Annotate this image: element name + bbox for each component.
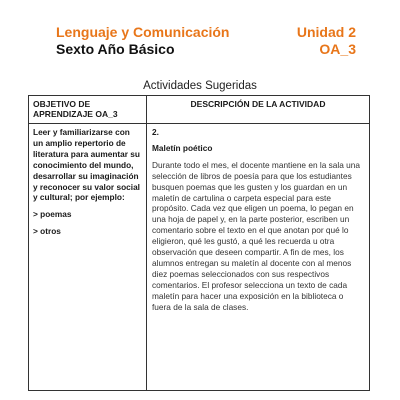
header-row-bottom <box>56 41 356 58</box>
activities-table <box>28 95 370 391</box>
objective-bullet-otros: > otros <box>33 226 61 237</box>
activity-description: Durante todo el mes, el docente mantiene en la sala una selección de libros de poesía para que los estudiantes busquen poemas que les gusten y los guardan en un maletín de cartulina o carpeta especial para este propósito. Cada vez que eligen un poema, lo pegan en una hoja de papel y, en la parte posterior, escriben un comentario sobre el texto en el que anotan por qué lo eligieron, qué les gustó, a qué les recuerda u otra observación que deseen compartir. A fin de mes, los alumnos entregan su maletín al docente con al menos diez poemas seleccionados con sus respectivos comentarios. El profesor selecciona un texto de cada maletín para hacer una exposición en la biblioteca o fuera de la sala de clases. <box>152 159 361 312</box>
header-row-top <box>56 24 356 41</box>
unit-label: Unidad 2 <box>296 24 356 40</box>
oa-label: OA_3 <box>319 41 356 57</box>
objective-bullet-poemas: > poemas <box>33 209 72 220</box>
grade-label: Sexto Año Básico <box>56 41 175 57</box>
table-header-row <box>29 96 369 124</box>
objective-column-header: OBJETIVO DE APRENDIZAJE OA_3 <box>29 96 147 123</box>
activity-number: 2. <box>152 127 159 137</box>
objective-cell <box>29 124 147 391</box>
objective-text: Leer y familiarizarse con un amplio repertorio de literatura para aumentar su conocimiento del mundo, desarrollar su imaginación y reconocer su valor social y cultural; por ejemplo: <box>33 127 140 203</box>
description-column-header: DESCRIPCIÓN DE LA ACTIVIDAD <box>190 99 326 109</box>
section-title: Actividades Sugeridas <box>143 80 257 92</box>
subject-title: Lenguaje y Comunicación <box>56 24 230 40</box>
document-header <box>56 24 356 58</box>
activity-title: Maletín poético <box>152 142 213 153</box>
description-cell <box>147 124 369 391</box>
table-body-row <box>29 124 369 391</box>
